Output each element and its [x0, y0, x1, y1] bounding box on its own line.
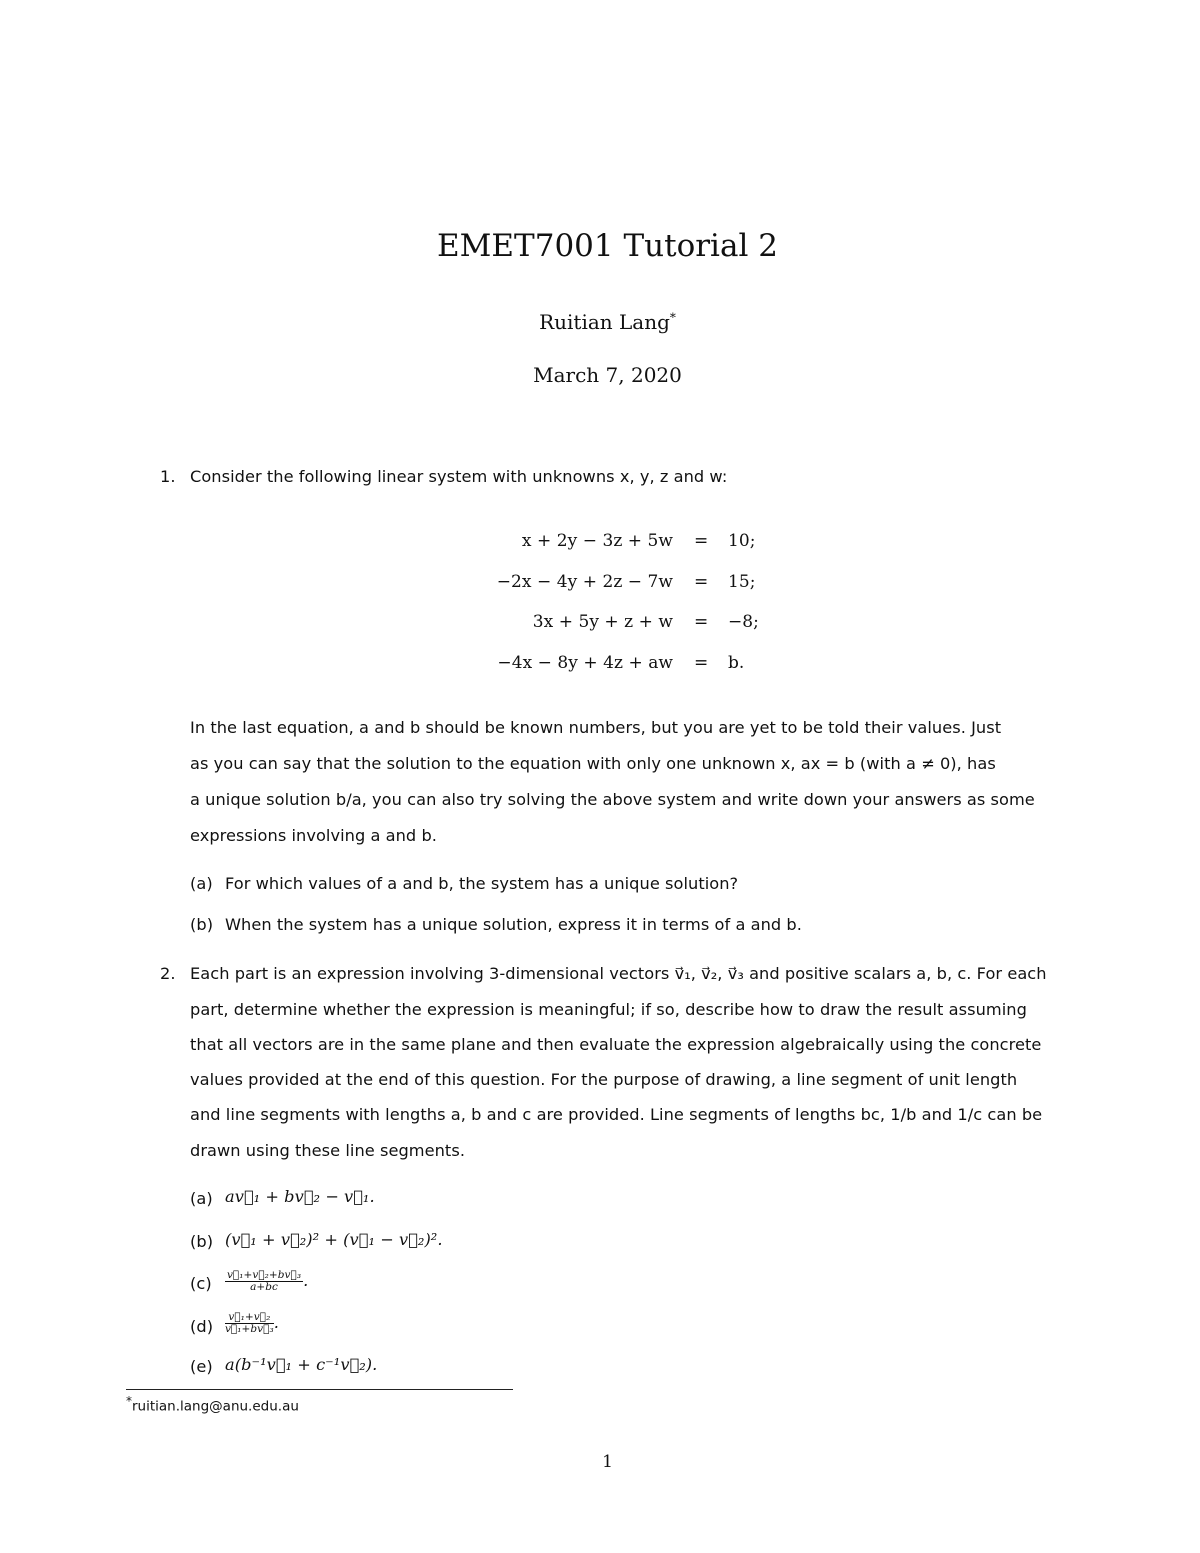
equation-3-lhs: 3x + 5y + z + w: [532, 612, 673, 632]
equation-4-sign: =: [694, 653, 709, 673]
footnote-email: ruitian.lang@anu.edu.au: [132, 1398, 299, 1415]
fraction-c-numerator: v⃗₁+v⃗₂+bv⃗₃: [227, 1269, 302, 1281]
equation-1-lhs: x + 2y − 3z + 5w: [521, 531, 673, 551]
question-2-part-b-expression: (v⃗₁ + v⃗₂)² + (v⃗₁ − v⃗₂)².: [225, 1230, 443, 1249]
equation-4-lhs: −4x − 8y + 4z + aw: [497, 653, 673, 673]
question-2-line-6: drawn using these line segments.: [190, 1141, 466, 1160]
equation-3-sign: =: [694, 612, 709, 632]
question-2-part-d-label: (d): [190, 1317, 214, 1336]
question-2-line-3: that all vectors are in the same plane and then evaluate the expression algebraically using the concrete: [190, 1035, 1042, 1054]
question-2-line-5: and line segments with lengths a, b and c are provided. Line segments of lengths bc, 1/b and 1/c can be: [190, 1105, 1043, 1124]
question-1-paragraph-line-2: as you can say that the solution to the equation with only one unknown x, ax = b (with a ≠ 0), has: [190, 754, 996, 773]
page-number: 1: [602, 1452, 613, 1472]
equation-3-rhs: −8;: [728, 612, 759, 632]
question-2-part-d-expression: [225, 1312, 279, 1335]
fraction-d-tail: .: [273, 1313, 279, 1332]
question-1-part-b-label: (b): [190, 915, 214, 934]
equation-2-sign: =: [694, 572, 709, 592]
fraction-d-denominator: v⃗₁+bv⃗₃: [225, 1323, 274, 1335]
fraction-c: [225, 1270, 303, 1293]
footnote-mark: *: [126, 1394, 132, 1408]
question-1-paragraph-line-4: expressions involving a and b.: [190, 826, 437, 845]
question-2-number: 2.: [160, 964, 176, 983]
document-date: March 7, 2020: [533, 363, 682, 387]
question-1-paragraph-line-3: a unique solution b/a, you can also try solving the above system and write down your answers as some: [190, 790, 1035, 809]
author-line: [0, 310, 1200, 334]
question-2-part-c-label: (c): [190, 1274, 212, 1293]
equation-1-rhs: 10;: [728, 531, 756, 551]
question-2-part-a-label: (a): [190, 1189, 213, 1208]
equation-2-lhs: −2x − 4y + 2z − 7w: [496, 572, 673, 592]
question-2-part-c-expression: [225, 1270, 308, 1293]
question-1-paragraph-line-1: In the last equation, a and b should be known numbers, but you are yet to be told their values. Just: [190, 718, 1002, 737]
question-2-line-4: values provided at the end of this question. For the purpose of drawing, a line segment of unit length: [190, 1070, 1018, 1089]
author-name: Ruitian Lang: [539, 310, 670, 334]
question-2-part-e-expression: a(b⁻¹v⃗₁ + c⁻¹v⃗₂).: [225, 1355, 378, 1374]
document-title: EMET7001 Tutorial 2: [437, 228, 778, 264]
question-2-part-a-expression: av⃗₁ + bv⃗₂ − v⃗₁.: [225, 1187, 375, 1206]
author-footnote-mark: *: [669, 310, 676, 325]
question-1-part-b-text: When the system has a unique solution, express it in terms of a and b.: [225, 915, 802, 934]
question-1-intro: Consider the following linear system with unknowns x, y, z and w:: [190, 467, 728, 486]
equation-4-rhs: b.: [728, 653, 745, 673]
question-1-part-a-label: (a): [190, 874, 213, 893]
fraction-c-tail: .: [303, 1271, 309, 1290]
equation-1-sign: =: [694, 531, 709, 551]
footnote-rule: [126, 1389, 513, 1390]
fraction-d: [225, 1312, 274, 1335]
question-2-part-e-label: (e): [190, 1357, 213, 1376]
question-2-part-b-label: (b): [190, 1232, 214, 1251]
question-1-number: 1.: [160, 467, 176, 486]
question-2-line-2: part, determine whether the expression is meaningful; if so, describe how to draw the result assuming: [190, 1000, 1027, 1019]
fraction-d-numerator: v⃗₁+v⃗₂: [225, 1312, 274, 1324]
fraction-c-denominator: a+bc: [250, 1281, 278, 1293]
question-1-part-a-text: For which values of a and b, the system has a unique solution?: [225, 874, 739, 893]
equation-2-rhs: 15;: [728, 572, 756, 592]
footnote: [126, 1394, 299, 1415]
question-2-line-1: Each part is an expression involving 3-dimensional vectors v⃗₁, v⃗₂, v⃗₃ and positive scalars a, b, c. For each: [190, 964, 1047, 983]
